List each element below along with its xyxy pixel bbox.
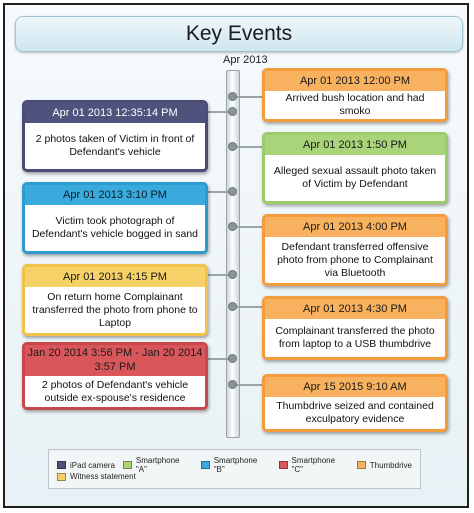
event-description: On return home Complainant transferred the photo from phone to Laptop bbox=[32, 290, 198, 329]
legend-label: Thumbdrive bbox=[369, 460, 412, 470]
legend-item bbox=[57, 461, 115, 470]
event-date: Apr 01 2013 4:00 PM bbox=[265, 217, 445, 237]
event-description: Thumbdrive seized and contained exculpatory evidence bbox=[276, 400, 434, 425]
event-date: Apr 01 2013 12:00 PM bbox=[265, 71, 445, 91]
event-card bbox=[262, 132, 448, 204]
legend-swatch bbox=[123, 461, 132, 469]
legend-swatch bbox=[201, 461, 210, 469]
timeline-dot bbox=[228, 270, 237, 279]
event-description: 2 photos taken of Victim in front of Defendant's vehicle bbox=[35, 133, 195, 158]
legend-swatch bbox=[57, 473, 66, 481]
event-date: Apr 01 2013 1:50 PM bbox=[265, 135, 445, 155]
timeline-dot bbox=[228, 354, 237, 363]
event-description: Alleged sexual assault photo taken of Victim by Defendant bbox=[273, 165, 437, 190]
timeline-dot bbox=[228, 302, 237, 311]
legend-label: Smartphone "B" bbox=[213, 456, 258, 474]
event-card bbox=[262, 374, 448, 432]
event-date: Apr 01 2013 3:10 PM bbox=[25, 185, 205, 205]
legend-label: Smartphone "C" bbox=[291, 456, 336, 474]
event-date: Apr 01 2013 12:35:14 PM bbox=[25, 103, 205, 123]
timeline-dot bbox=[228, 380, 237, 389]
diagram-title: Key Events bbox=[15, 16, 463, 52]
event-description: Complainant transferred the photo from laptop to a USB thumbdrive bbox=[275, 325, 435, 350]
event-date: Apr 01 2013 4:15 PM bbox=[25, 267, 205, 287]
legend-item bbox=[201, 456, 271, 474]
timeline-month-label: Apr 2013 bbox=[223, 54, 268, 66]
event-card bbox=[22, 182, 208, 254]
event-date: Jan 20 2014 3:56 PM - Jan 20 2014 3:57 PM bbox=[25, 345, 205, 376]
event-date: Apr 15 2015 9:10 AM bbox=[265, 377, 445, 397]
event-card bbox=[262, 68, 448, 122]
timeline-dot bbox=[228, 92, 237, 101]
legend-swatch bbox=[279, 461, 288, 469]
event-card bbox=[22, 100, 208, 172]
event-date: Apr 01 2013 4:30 PM bbox=[265, 299, 445, 319]
timeline-dot bbox=[228, 222, 237, 231]
legend-label: Smartphone "A" bbox=[135, 456, 180, 474]
legend bbox=[48, 449, 421, 489]
event-description: Victim took photograph of Defendant's vehicle bogged in sand bbox=[31, 215, 199, 240]
timeline-dot bbox=[228, 107, 237, 116]
event-card bbox=[22, 342, 208, 410]
event-card bbox=[22, 264, 208, 336]
event-description: Defendant transferred offensive photo from phone to Complainant via Bluetooth bbox=[277, 240, 433, 279]
legend-item bbox=[279, 456, 349, 474]
timeline-dot bbox=[228, 142, 237, 151]
event-card bbox=[262, 214, 448, 286]
legend-label: Witness statement bbox=[70, 472, 136, 481]
event-card bbox=[262, 296, 448, 360]
legend-item bbox=[57, 472, 136, 481]
event-description: 2 photos of Defendant's vehicle outside ex-spouse's residence bbox=[41, 379, 189, 404]
event-description: Arrived bush location and had smoko bbox=[285, 92, 425, 117]
timeline-dot bbox=[228, 187, 237, 196]
legend-label: iPad camera bbox=[70, 460, 115, 470]
legend-swatch bbox=[57, 461, 66, 469]
legend-item bbox=[357, 461, 412, 470]
legend-swatch bbox=[357, 461, 366, 469]
